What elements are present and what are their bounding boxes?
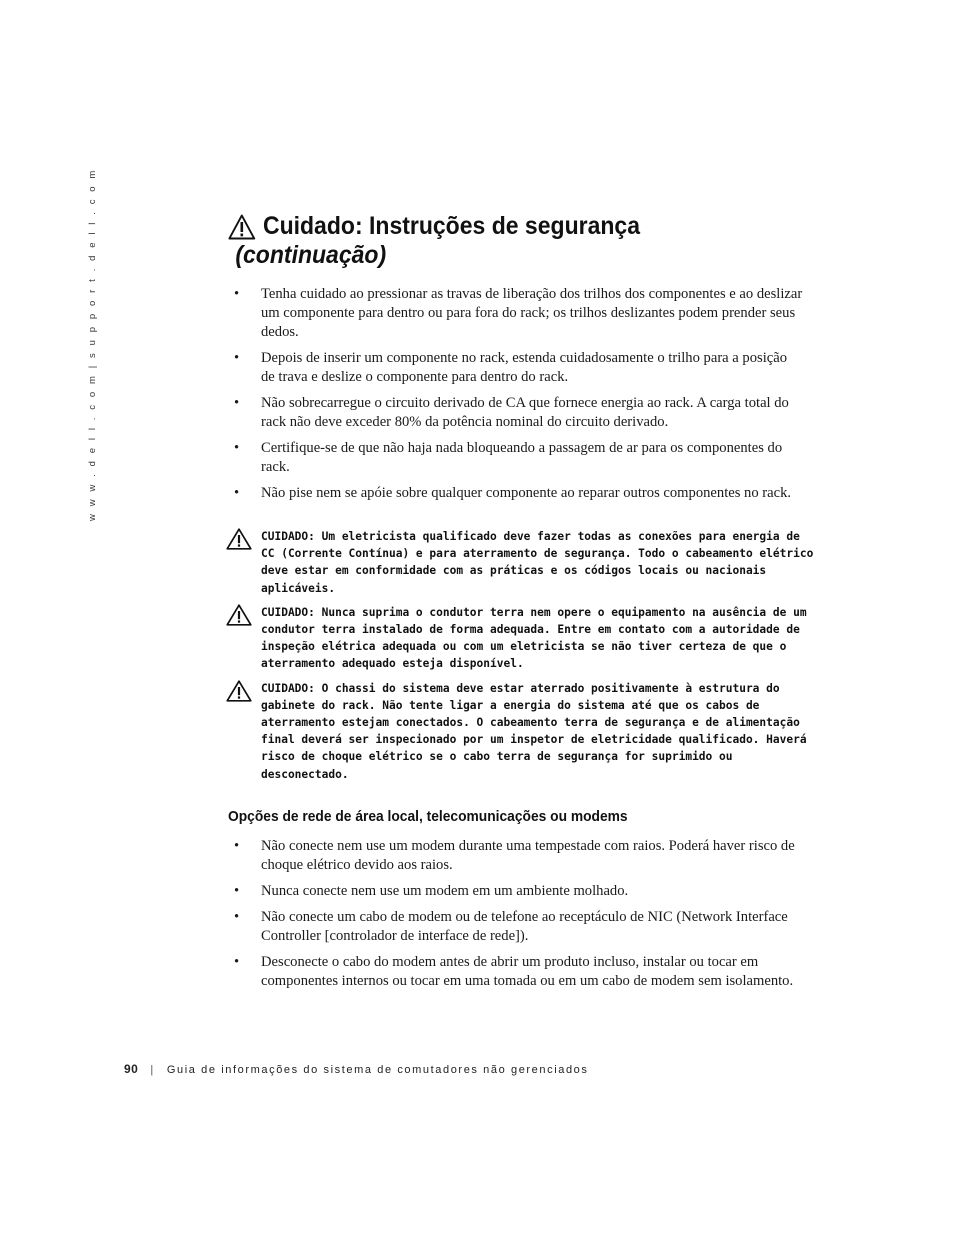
page-heading	[228, 212, 780, 270]
bullet: •	[234, 440, 240, 456]
list-item-text: Certifique-se de que não haja nada bloqueando a passagem de ar para os componentes do rack.	[261, 440, 783, 475]
caution-triangle-icon	[226, 528, 252, 550]
caution-notice	[226, 680, 816, 783]
caution-notices	[226, 528, 816, 790]
rack-safety-list	[232, 285, 804, 510]
footer-doc-title: Guia de informações do sistema de comutadores não gerenciados	[166, 1064, 589, 1076]
modem-safety-list	[232, 837, 804, 998]
list-item	[232, 439, 804, 477]
caution-triangle-icon	[226, 680, 252, 702]
side-url	[84, 167, 100, 521]
heading-title: Cuidado: Instruções de segurança	[262, 212, 641, 240]
caution-triangle-icon	[228, 214, 256, 240]
caution-notice	[226, 528, 816, 597]
page-footer	[124, 1062, 589, 1076]
caution-text: CUIDADO: Um eletricista qualificado deve fazer todas as conexões para energia de CC (Corrente Contínua) e para aterramento de segurança. Todo o cabeamento elétrico deve estar em conformidade com as práticas e os códigos locais ou nacionais aplicáveis.	[261, 530, 814, 595]
section-heading: Opções de rede de área local, telecomunicações ou modems	[228, 808, 628, 825]
list-item-text: Não conecte nem use um modem durante uma tempestade com raios. Poderá haver risco de choque elétrico devido aos raios.	[261, 838, 795, 873]
list-item	[232, 349, 804, 387]
list-item-text: Desconecte o cabo do modem antes de abrir um produto incluso, instalar ou tocar em componentes internos ou tocar em uma tomada ou em um cabo de modem sem isolamento.	[261, 954, 794, 989]
bullet: •	[234, 838, 240, 854]
list-item-text: Tenha cuidado ao pressionar as travas de liberação dos trilhos dos componentes e ao deslizar um componente para dentro ou para fora do rack; os trilhos deslizantes podem prender seus dedos.	[261, 286, 803, 340]
list-item-text: Não pise nem se apóie sobre qualquer componente ao reparar outros componentes no rack.	[261, 485, 792, 501]
side-url-text: w w w . d e l l . c o m | s u p p o r t . d e l l . c o m	[86, 167, 98, 521]
list-item	[232, 908, 804, 946]
list-item	[232, 882, 804, 901]
list-item-text: Não sobrecarregue o circuito derivado de CA que fornece energia ao rack. A carga total do rack não deve exceder 80% da potência nominal do circuito derivado.	[261, 395, 789, 430]
footer-separator: |	[150, 1064, 155, 1076]
bullet: •	[234, 485, 240, 501]
bullet: •	[234, 286, 240, 302]
bullet: •	[234, 954, 240, 970]
list-item	[232, 837, 804, 875]
list-item-text: Depois de inserir um componente no rack, estenda cuidadosamente o trilho para a posição de trava e deslize o componente para dentro do rack.	[261, 350, 788, 385]
caution-triangle-icon	[226, 604, 252, 626]
heading-line	[228, 212, 780, 241]
list-item	[232, 953, 804, 991]
page-number: 90	[124, 1062, 139, 1076]
caution-text: CUIDADO: Nunca suprima o condutor terra nem opere o equipamento na ausência de um condutor terra instalado de forma adequada. Entre em contato com a autoridade de inspeção elétrica adequada ou com um eletricista se não tiver certeza de que o aterramento adequado esteja disponível.	[261, 605, 807, 671]
bullet: •	[234, 909, 240, 925]
caution-notice	[226, 604, 816, 673]
list-item	[232, 285, 804, 342]
list-item-text: Não conecte um cabo de modem ou de telefone ao receptáculo de NIC (Network Interface Controller [controlador de interface de rede]).	[261, 909, 788, 944]
bullet: •	[234, 350, 240, 366]
list-item-text: Nunca conecte nem use um modem em um ambiente molhado.	[261, 883, 629, 899]
bullet: •	[234, 395, 240, 411]
caution-text: CUIDADO: O chassi do sistema deve estar aterrado positivamente à estrutura do gabinete do rack. Não tente ligar a energia do sistema até que os cabos de aterramento estejam conectados. O cabeamento terra de segurança e de alimentação final deverá ser inspecionado por um inspetor de eletricidade qualificado. Haverá risco de choque elétrico se o cabo terra de segurança for suprimido ou desconectado.	[261, 681, 807, 781]
bullet: •	[234, 883, 240, 899]
list-item	[232, 484, 804, 503]
list-item	[232, 394, 804, 432]
heading-continued: (continuação)	[235, 241, 387, 269]
